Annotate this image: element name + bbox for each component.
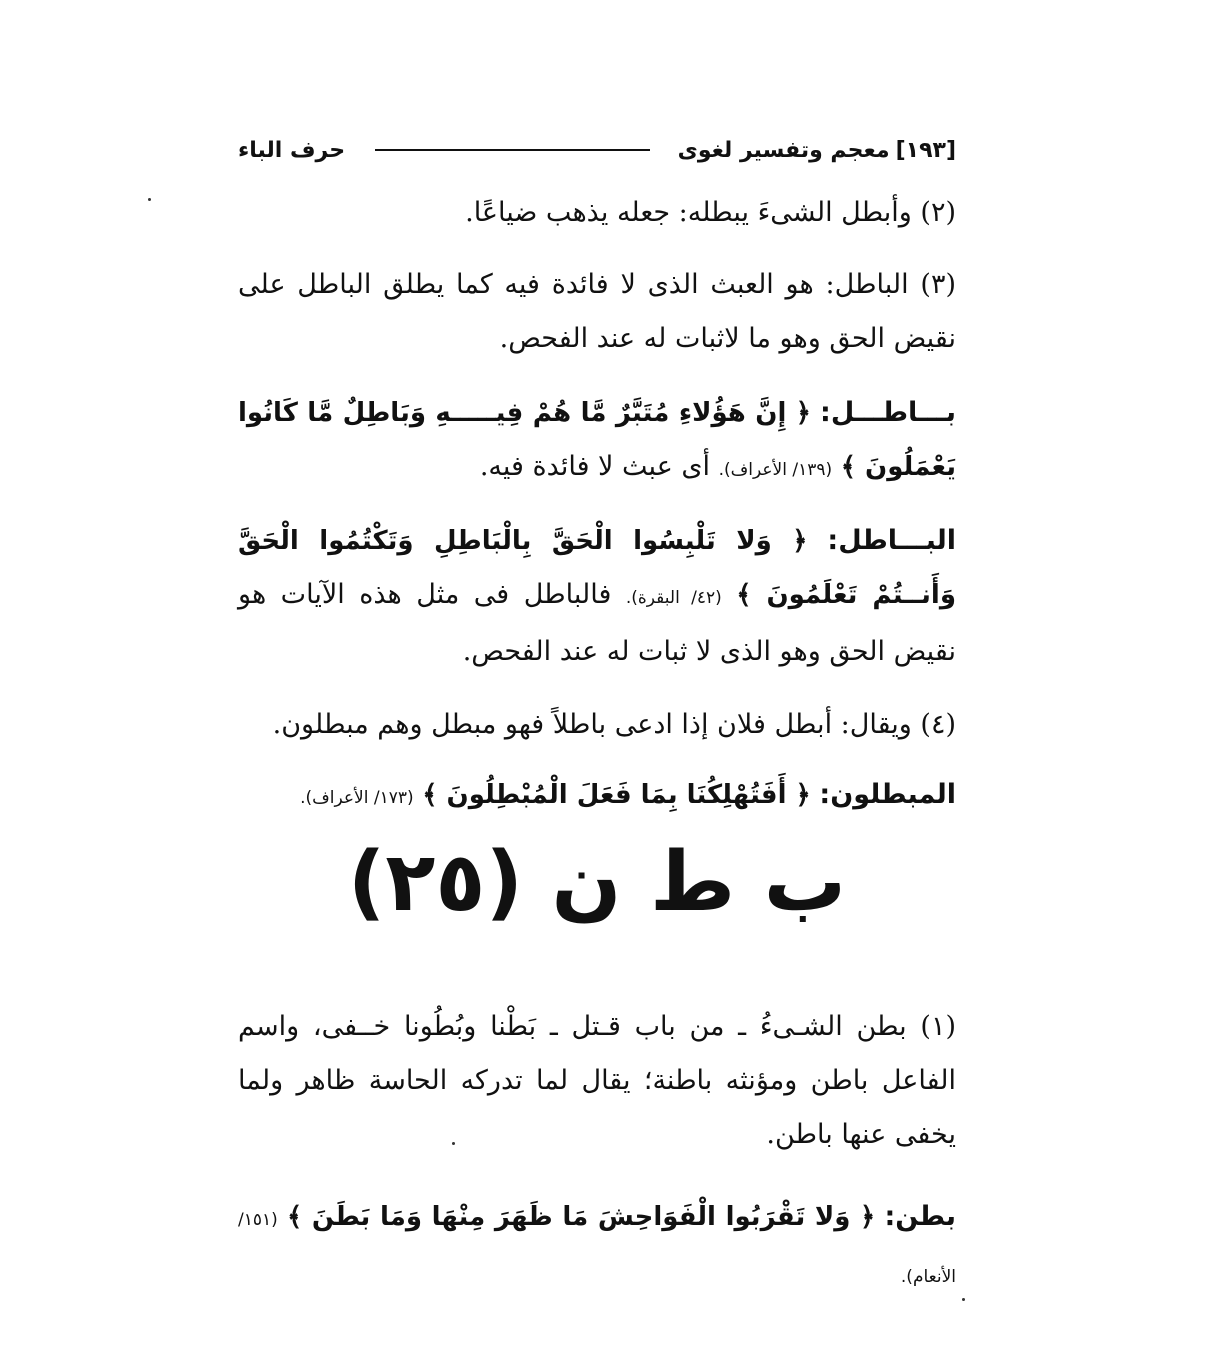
verse-reference: (٤٢/ البقرة). <box>625 588 722 608</box>
quran-verse: ﴿ وَلا تَلْبِسُوا الْحَقَّ بِالْبَاطِلِ وَتَكْتُمُوا الْحَقَّ وَأَنــتُمْ تَعْلَمُونَ ﴾ <box>238 526 956 610</box>
paragraph-3: (٣) الباطل: هو العبث الذى لا فائدة فيه كما يطلق الباطل على نقيض الحق وهو ما لاثبات له عند الفحص. <box>238 269 956 354</box>
scan-speck <box>962 1298 965 1301</box>
paragraph-albatil-example <box>238 514 1014 679</box>
scan-speck <box>148 198 151 201</box>
paragraph-2: (٢) وأبطل الشىءَ يبطله: جعله يذهب ضياعًا. <box>465 197 956 228</box>
quran-verse: ﴿ وَلا تَقْرَبُوا الْفَوَاحِشَ مَا ظَهَرَ مِنْهَا وَمَا بَطَنَ ﴾ <box>286 1202 876 1232</box>
verse-reference: (١٧٣/ الأعراف). <box>300 788 414 808</box>
paragraph-batil-example <box>238 386 1014 497</box>
root-heading: ب ط ن (٢٥) <box>347 835 847 930</box>
paragraph-batana-1: (١) بطن الشـىءُ ـ من باب قـتل ـ بَطْنا وبُطُونا خــفى، واسم الفاعل باطن ومؤنثه باطنة؛ يقال لما تدركه الحاسة ظاهر ولما يخفى عنها باطن. <box>238 1011 956 1150</box>
letter-section: حرف الباء <box>238 137 346 163</box>
page-number: [١٩٣] <box>895 137 956 163</box>
paragraph-mubtiloon-example <box>238 768 956 825</box>
entry-word: البـــاطل: <box>827 525 956 556</box>
verse-reference: (١٣٩/ الأعراف). <box>718 460 833 480</box>
verse-reference: (١٥١/ الأنعام). <box>238 1210 956 1287</box>
header-rule <box>375 149 650 151</box>
entry-word: المبطلون: <box>819 779 956 810</box>
explanation-text: أى عبث لا فائدة فيه. <box>479 451 711 482</box>
running-header <box>238 130 956 170</box>
quran-verse: ﴿ إِنَّ هَؤُلاءِ مُتَبَّرٌ مَّا هُمْ فِيـــــهِ وَبَاطِلٌ مَّا كَانُوا يَعْمَلُونَ ﴾ <box>238 398 956 482</box>
scan-speck <box>452 1142 455 1145</box>
explanation-text: فالباطل فى مثل هذه الآيات هو نقيض الحق وهو الذى لا ثبات له عند الفحص. <box>238 579 956 667</box>
book-title: معجم وتفسير لغوى <box>677 137 890 163</box>
paragraph-4: (٤) ويقال: أبطل فلان إذا ادعى باطلاً فهو مبطل وهم مبطلون. <box>272 709 956 740</box>
entry-word: بطن: <box>884 1201 956 1232</box>
paragraph-batana-example <box>238 1190 956 1304</box>
quran-verse: ﴿ أَفَتُهْلِكُنَا بِمَا فَعَلَ الْمُبْطِلُونَ ﴾ <box>422 780 811 810</box>
entry-word: بـــاطـــل: <box>820 397 956 428</box>
